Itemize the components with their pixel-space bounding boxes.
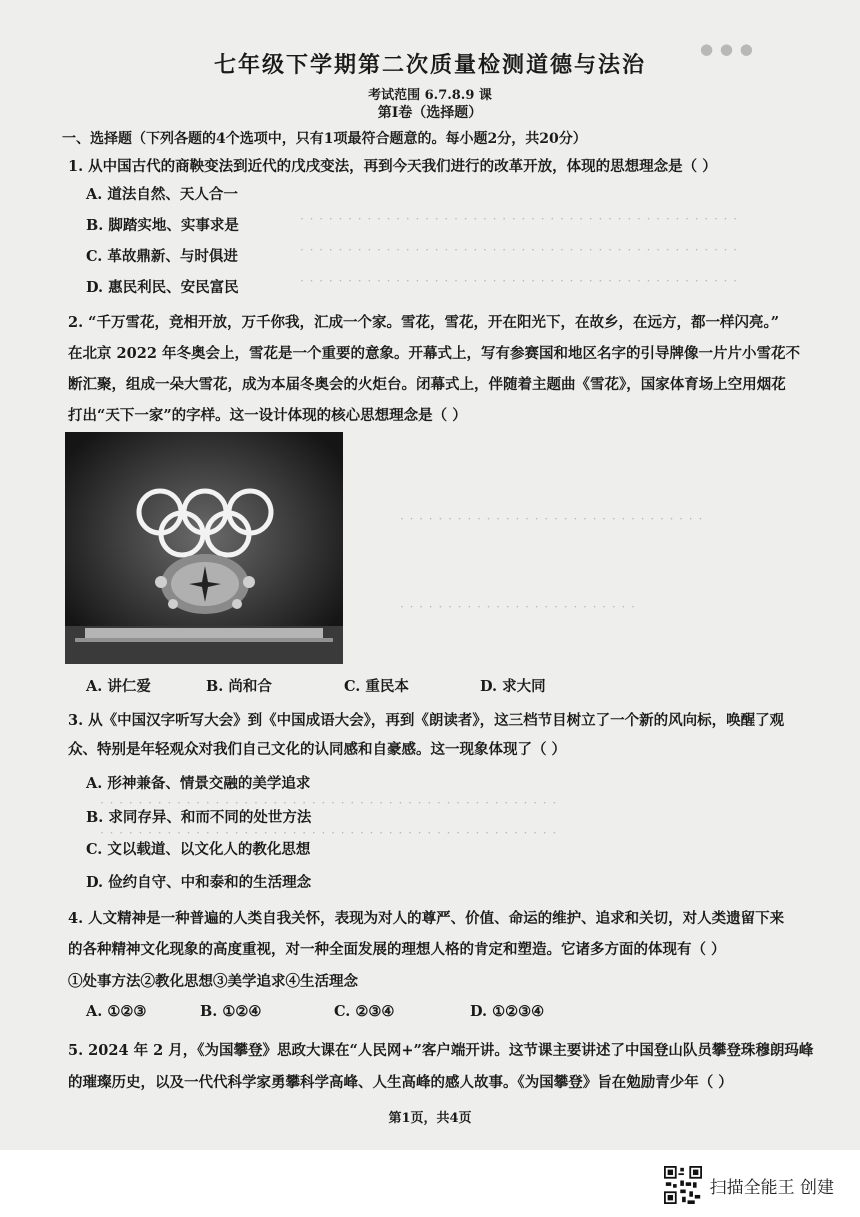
q2-stem-line-1: 2. “千万雪花，竞相开放，万千你我，汇成一个家。雪花，雪花，开在阳光下，在故乡，在远方，都一样闪亮。” bbox=[68, 314, 780, 331]
q2-option-d: D. 求大同 bbox=[480, 678, 546, 695]
section-heading: 一、选择题（下列各题的4个选项中，只有1项最符合题意的。每小题2分，共20分） bbox=[62, 131, 587, 147]
q4-option-c: C. ②③④ bbox=[334, 1003, 395, 1020]
q2-stem-line-4: 打出“天下一家”的字样。这一设计体现的核心思想理念是（ ） bbox=[68, 407, 467, 424]
bleed-through: · · · · · · · · · · · · · · · · · · · · · · · · · bbox=[400, 600, 636, 614]
q3-option-b: B. 求同存异、和而不同的处世方法 bbox=[86, 809, 312, 826]
q2-option-c: C. 重民本 bbox=[344, 678, 409, 695]
q4-stem-line-1: 4. 人文精神是一种普遍的人类自我关怀，表现为对人的尊严、价值、命运的维护、追求和关切，对人类遗留下来 bbox=[68, 910, 785, 927]
q2-stem-line-3: 断汇聚，组成一朵大雪花，成为本届冬奥会的火炬台。闭幕式上，伴随着主题曲《雪花》，国家体育场上空用烟花 bbox=[68, 376, 786, 393]
volume-heading: 第Ⅰ卷（选择题） bbox=[377, 105, 483, 121]
scanner-watermark bbox=[664, 1166, 834, 1204]
q1-option-a: A. 道法自然、天人合一 bbox=[86, 186, 238, 203]
q2-stem-line-2: 在北京 2022 年冬奥会上，雪花是一个重要的意象。开幕式上，写有参赛国和地区名字的引导牌像一片片小雪花不 bbox=[68, 345, 800, 362]
q2-option-a: A. 讲仁爱 bbox=[86, 678, 151, 695]
q4-stem-line-2: 的各种精神文化现象的高度重视，对一种全面发展的理想人格的肯定和塑造。它诸多方面的体现有（ ） bbox=[68, 941, 726, 958]
q4-option-a: A. ①②③ bbox=[86, 1003, 147, 1020]
bleed-through: · · · · · · · · · · · · · · · · · · · · · · · · · · · · · · · · bbox=[400, 512, 704, 526]
q3-option-a: A. 形神兼备、情景交融的美学追求 bbox=[86, 775, 311, 792]
q2-option-b: B. 尚和合 bbox=[206, 678, 272, 695]
q3-stem-line-1: 3. 从《中国汉字听写大会》到《中国成语大会》，再到《朗读者》，这三档节目树立了一个新的风向标，唤醒了观 bbox=[68, 712, 785, 729]
winter-olympics-photo bbox=[65, 432, 343, 664]
scanner-label: 扫描全能王 创建 bbox=[709, 1177, 834, 1198]
q5-stem-line-2: 的璀璨历史，以及一代代科学家勇攀科学高峰、人生高峰的感人故事。《为国攀登》旨在勉励青少年（ ） bbox=[68, 1074, 733, 1091]
q4-option-d: D. ①②③④ bbox=[470, 1003, 545, 1020]
page-title: 七年级下学期第二次质量检测道德与法治 bbox=[213, 52, 646, 78]
q1-stem: 1. 从中国古代的商鞅变法到近代的戊戌变法，再到今天我们进行的改革开放，体现的思想理念是（ ） bbox=[68, 158, 717, 175]
bleed-through: · · · · · · · · · · · · · · · · · · · · · · · · · · · · · · · · · · · · · · · · · · · · · · · · bbox=[100, 796, 558, 810]
q1-option-c: C. 革故鼎新、与时俱进 bbox=[86, 248, 238, 265]
q1-option-d: D. 惠民利民、安民富民 bbox=[86, 279, 239, 296]
bleed-through: · · · · · · · · · · · · · · · · · · · · · · · · · · · · · · · · · · · · · · · · · · · · · · · · bbox=[100, 826, 558, 840]
q3-stem-line-2: 众、特别是年轻观众对我们自己文化的认同感和自豪感。这一现象体现了（ ） bbox=[68, 741, 567, 758]
bleed-through: · · · · · · · · · · · · · · · · · · · · · · · · · · · · · · · · · · · · · · · · · · · · · · bbox=[300, 243, 739, 257]
page-number: 第1页，共4页 bbox=[388, 1111, 472, 1126]
bleed-through: · · · · · · · · · · · · · · · · · · · · · · · · · · · · · · · · · · · · · · · · · · · · · · bbox=[300, 274, 739, 288]
bleed-through: ● ● ● bbox=[700, 40, 754, 58]
q3-option-c: C. 文以载道、以文化人的教化思想 bbox=[86, 841, 311, 858]
qr-code-icon bbox=[664, 1166, 702, 1204]
q4-stem-line-3: ①处事方法②教化思想③美学追求④生活理念 bbox=[68, 973, 358, 990]
q5-stem-line-1: 5. 2024 年 2 月，《为国攀登》思政大课在“人民网+”客户端开讲。这节课主要讲述了中国登山队员攀登珠穆朗玛峰 bbox=[68, 1042, 814, 1059]
bleed-through: · · · · · · · · · · · · · · · · · · · · · · · · · · · · · · · · · · · · · · · · · · · · · · bbox=[300, 212, 739, 226]
q3-option-d: D. 俭约自守、中和泰和的生活理念 bbox=[86, 874, 312, 891]
exam-range: 考试范围 6.7.8.9 课 bbox=[368, 88, 492, 103]
q4-option-b: B. ①②④ bbox=[200, 1003, 262, 1020]
q1-option-b: B. 脚踏实地、实事求是 bbox=[86, 217, 239, 234]
